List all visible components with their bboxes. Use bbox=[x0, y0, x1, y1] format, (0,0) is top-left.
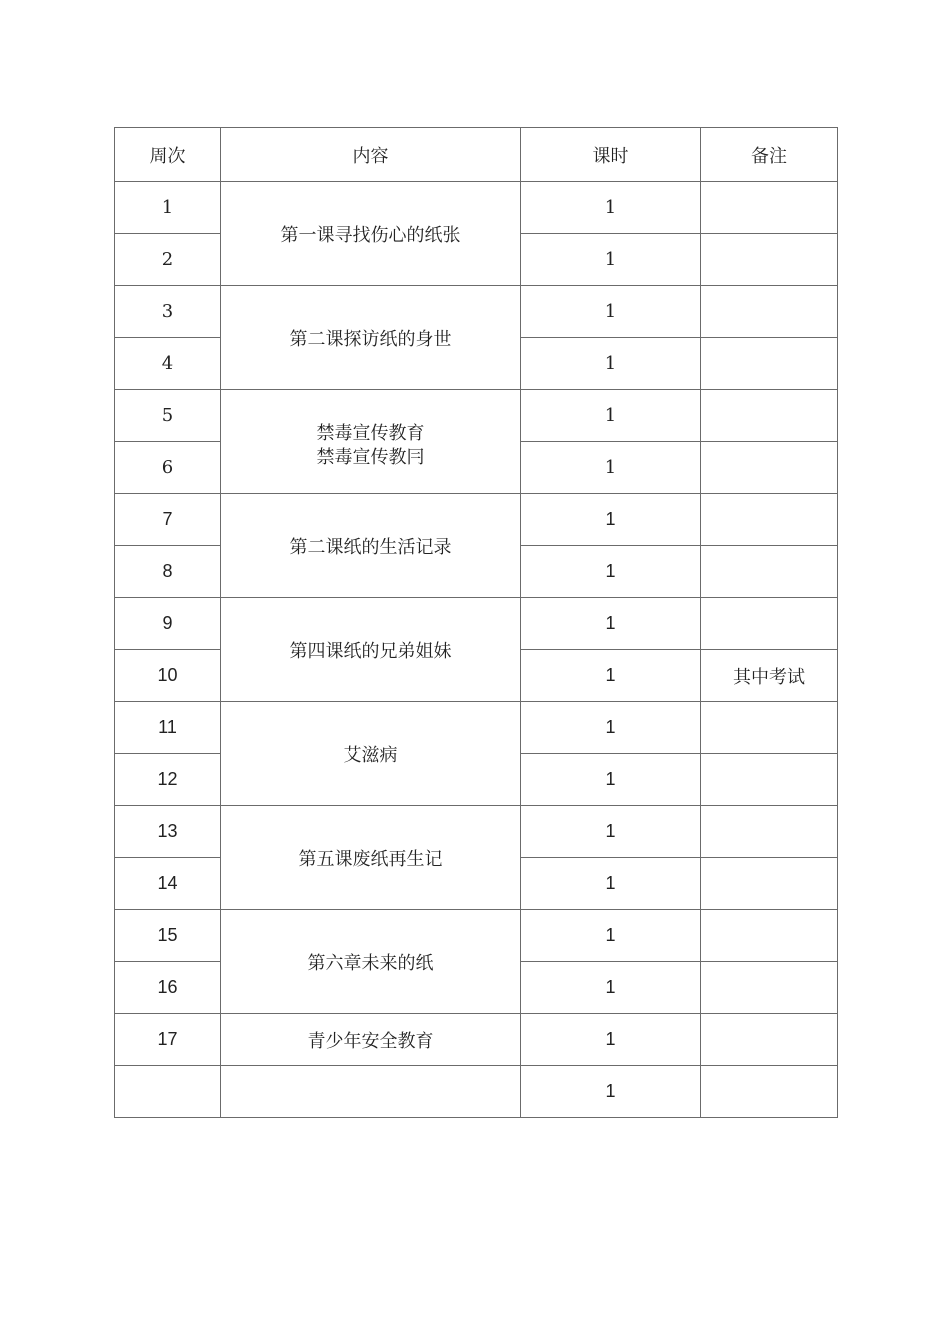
content-text-overlay: 禁毒宣传教冃 bbox=[316, 446, 425, 468]
hours-cell: 1 bbox=[521, 546, 701, 598]
hours-cell: 1 bbox=[521, 494, 701, 546]
notes-cell bbox=[701, 338, 838, 390]
schedule-table bbox=[114, 127, 838, 1118]
week-cell: 16 bbox=[115, 962, 221, 1014]
week-cell: 14 bbox=[115, 858, 221, 910]
hours-cell: 1 bbox=[521, 234, 701, 286]
week-cell: 2 bbox=[115, 234, 221, 286]
header-content: 内容 bbox=[221, 128, 521, 182]
table-row bbox=[115, 182, 838, 234]
table-row bbox=[115, 1014, 838, 1066]
notes-cell bbox=[701, 962, 838, 1014]
notes-cell bbox=[701, 286, 838, 338]
week-cell: 12 bbox=[115, 754, 221, 806]
hours-cell: 1 bbox=[521, 806, 701, 858]
hours-cell: 1 bbox=[521, 754, 701, 806]
week-cell: 8 bbox=[115, 546, 221, 598]
content-cell bbox=[221, 390, 521, 494]
week-cell: 6 bbox=[115, 442, 221, 494]
schedule-body bbox=[115, 182, 838, 1118]
week-cell: 7 bbox=[115, 494, 221, 546]
notes-cell bbox=[701, 182, 838, 234]
table-row bbox=[115, 806, 838, 858]
content-cell: 第六章未来的纸 bbox=[221, 910, 521, 1014]
content-cell: 第五课废纸再生记 bbox=[221, 806, 521, 910]
week-cell bbox=[115, 1066, 221, 1118]
notes-cell: 其中考试 bbox=[701, 650, 838, 702]
week-cell: 3 bbox=[115, 286, 221, 338]
header-hours: 课时 bbox=[521, 128, 701, 182]
week-cell: 11 bbox=[115, 702, 221, 754]
notes-cell bbox=[701, 910, 838, 962]
content-cell: 第一课寻找伤心的纸张 bbox=[221, 182, 521, 286]
content-cell: 艾滋病 bbox=[221, 702, 521, 806]
header-row bbox=[115, 128, 838, 182]
hours-cell: 1 bbox=[521, 1066, 701, 1118]
hours-cell: 1 bbox=[521, 442, 701, 494]
notes-cell bbox=[701, 858, 838, 910]
notes-cell bbox=[701, 702, 838, 754]
table-row bbox=[115, 910, 838, 962]
week-cell: 17 bbox=[115, 1014, 221, 1066]
table-row bbox=[115, 286, 838, 338]
notes-cell bbox=[701, 806, 838, 858]
notes-cell bbox=[701, 1014, 838, 1066]
notes-cell bbox=[701, 442, 838, 494]
table-row bbox=[115, 390, 838, 442]
header-notes: 备注 bbox=[701, 128, 838, 182]
week-cell: 15 bbox=[115, 910, 221, 962]
week-cell: 9 bbox=[115, 598, 221, 650]
hours-cell: 1 bbox=[521, 1014, 701, 1066]
hours-cell: 1 bbox=[521, 338, 701, 390]
content-cell: 青少年安全教育 bbox=[221, 1014, 521, 1066]
week-cell: 10 bbox=[115, 650, 221, 702]
notes-cell bbox=[701, 598, 838, 650]
week-cell: 5 bbox=[115, 390, 221, 442]
table-row bbox=[115, 598, 838, 650]
hours-cell: 1 bbox=[521, 182, 701, 234]
table-row bbox=[115, 702, 838, 754]
table-row bbox=[115, 494, 838, 546]
content-text: 禁毒宣传教育 bbox=[316, 422, 425, 444]
content-cell bbox=[221, 1066, 521, 1118]
content-cell: 第二课纸的生活记录 bbox=[221, 494, 521, 598]
hours-cell: 1 bbox=[521, 286, 701, 338]
notes-cell bbox=[701, 390, 838, 442]
hours-cell: 1 bbox=[521, 650, 701, 702]
content-cell: 第二课探访纸的身世 bbox=[221, 286, 521, 390]
notes-cell bbox=[701, 234, 838, 286]
table-row bbox=[115, 1066, 838, 1118]
hours-cell: 1 bbox=[521, 598, 701, 650]
hours-cell: 1 bbox=[521, 858, 701, 910]
notes-cell bbox=[701, 1066, 838, 1118]
header-week: 周次 bbox=[115, 128, 221, 182]
hours-cell: 1 bbox=[521, 910, 701, 962]
hours-cell: 1 bbox=[521, 390, 701, 442]
content-cell: 第四课纸的兄弟姐妹 bbox=[221, 598, 521, 702]
notes-cell bbox=[701, 494, 838, 546]
week-cell: 1 bbox=[115, 182, 221, 234]
hours-cell: 1 bbox=[521, 962, 701, 1014]
notes-cell bbox=[701, 754, 838, 806]
notes-cell bbox=[701, 546, 838, 598]
week-cell: 13 bbox=[115, 806, 221, 858]
hours-cell: 1 bbox=[521, 702, 701, 754]
week-cell: 4 bbox=[115, 338, 221, 390]
